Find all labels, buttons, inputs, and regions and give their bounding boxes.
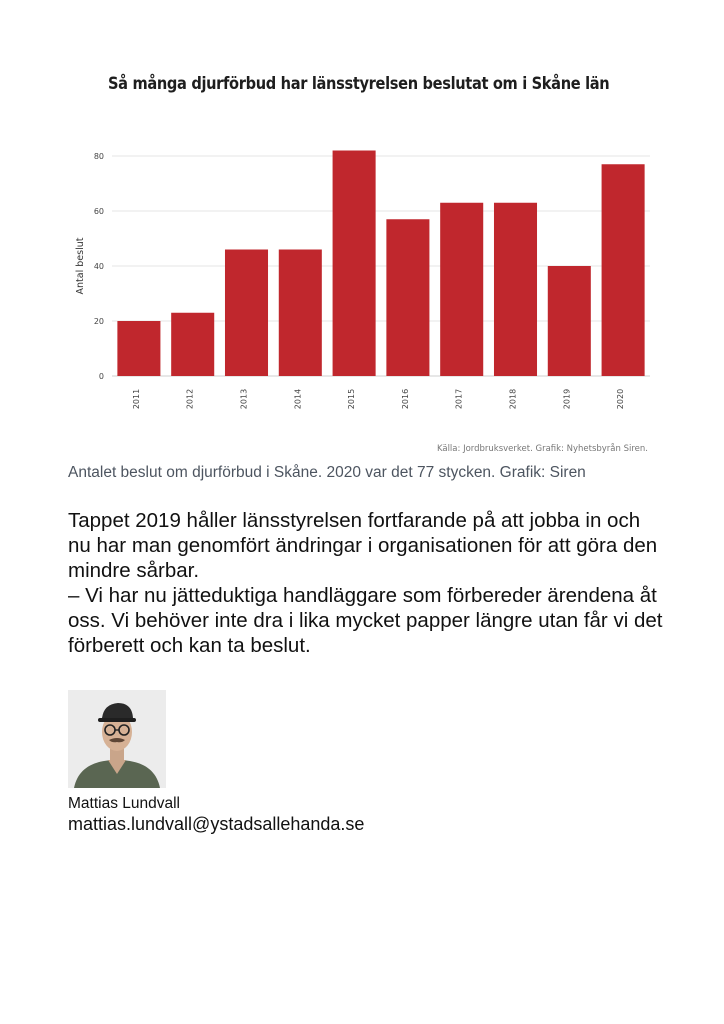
body-quote: – Vi har nu jätteduktiga handläggare som förbereder ärendena åt oss. Vi behöver inte dra i lika mycket papper längre utan får vi det förberett och kan ta beslut. [68,584,663,657]
chart-source: Källa: Jordbruksverket. Grafik: Nyhetsbyrån Siren. [436,444,648,454]
y-tick-label: 0 [98,372,104,381]
article-body [68,508,668,658]
bars [117,151,644,377]
bar-2011 [117,321,160,376]
x-tick-label: 2013 [239,388,249,410]
bar-2012 [171,313,214,376]
x-axis-ticks [132,389,625,409]
bar-2020 [602,164,645,376]
y-tick-label: 60 [93,207,104,216]
x-tick-label: 2014 [293,388,303,410]
y-tick-label: 40 [93,262,104,271]
bar-2019 [548,266,591,376]
y-axis-ticks [94,152,104,381]
x-tick-label: 2011 [131,388,141,410]
y-tick-label: 20 [93,317,104,326]
x-tick-label: 2020 [616,388,626,410]
body-paragraph: Tappet 2019 håller länsstyrelsen fortfarande på att jobba in och nu har man genomfört ändringar i organisationen för att göra den mindre sårbar. [68,509,658,582]
bar-2015 [333,151,376,377]
bar-2017 [440,203,483,376]
x-tick-label: 2019 [562,388,572,410]
author-name: Mattias Lundvall [68,795,181,812]
x-tick-label: 2012 [185,388,195,410]
bar-chart [0,130,724,430]
bar-2018 [494,203,537,376]
author-photo [68,690,166,788]
author-email[interactable]: mattias.lundvall@ystadsallehanda.se [68,814,365,834]
bar-2013 [225,250,268,377]
bar-2014 [279,250,322,377]
bar-2016 [386,219,429,376]
x-tick-label: 2018 [508,388,518,410]
x-tick-label: 2017 [454,388,464,410]
x-tick-label: 2015 [347,388,357,410]
image-caption: Antalet beslut om djurförbud i Skåne. 2020 var det 77 stycken. Grafik: Siren [68,464,586,481]
y-tick-label: 80 [93,152,104,161]
y-axis-title: Antal beslut [75,237,86,295]
x-tick-label: 2016 [400,388,410,410]
chart-title: Så många djurförbud har länsstyrelsen beslutat om i Skåne län [108,74,610,94]
